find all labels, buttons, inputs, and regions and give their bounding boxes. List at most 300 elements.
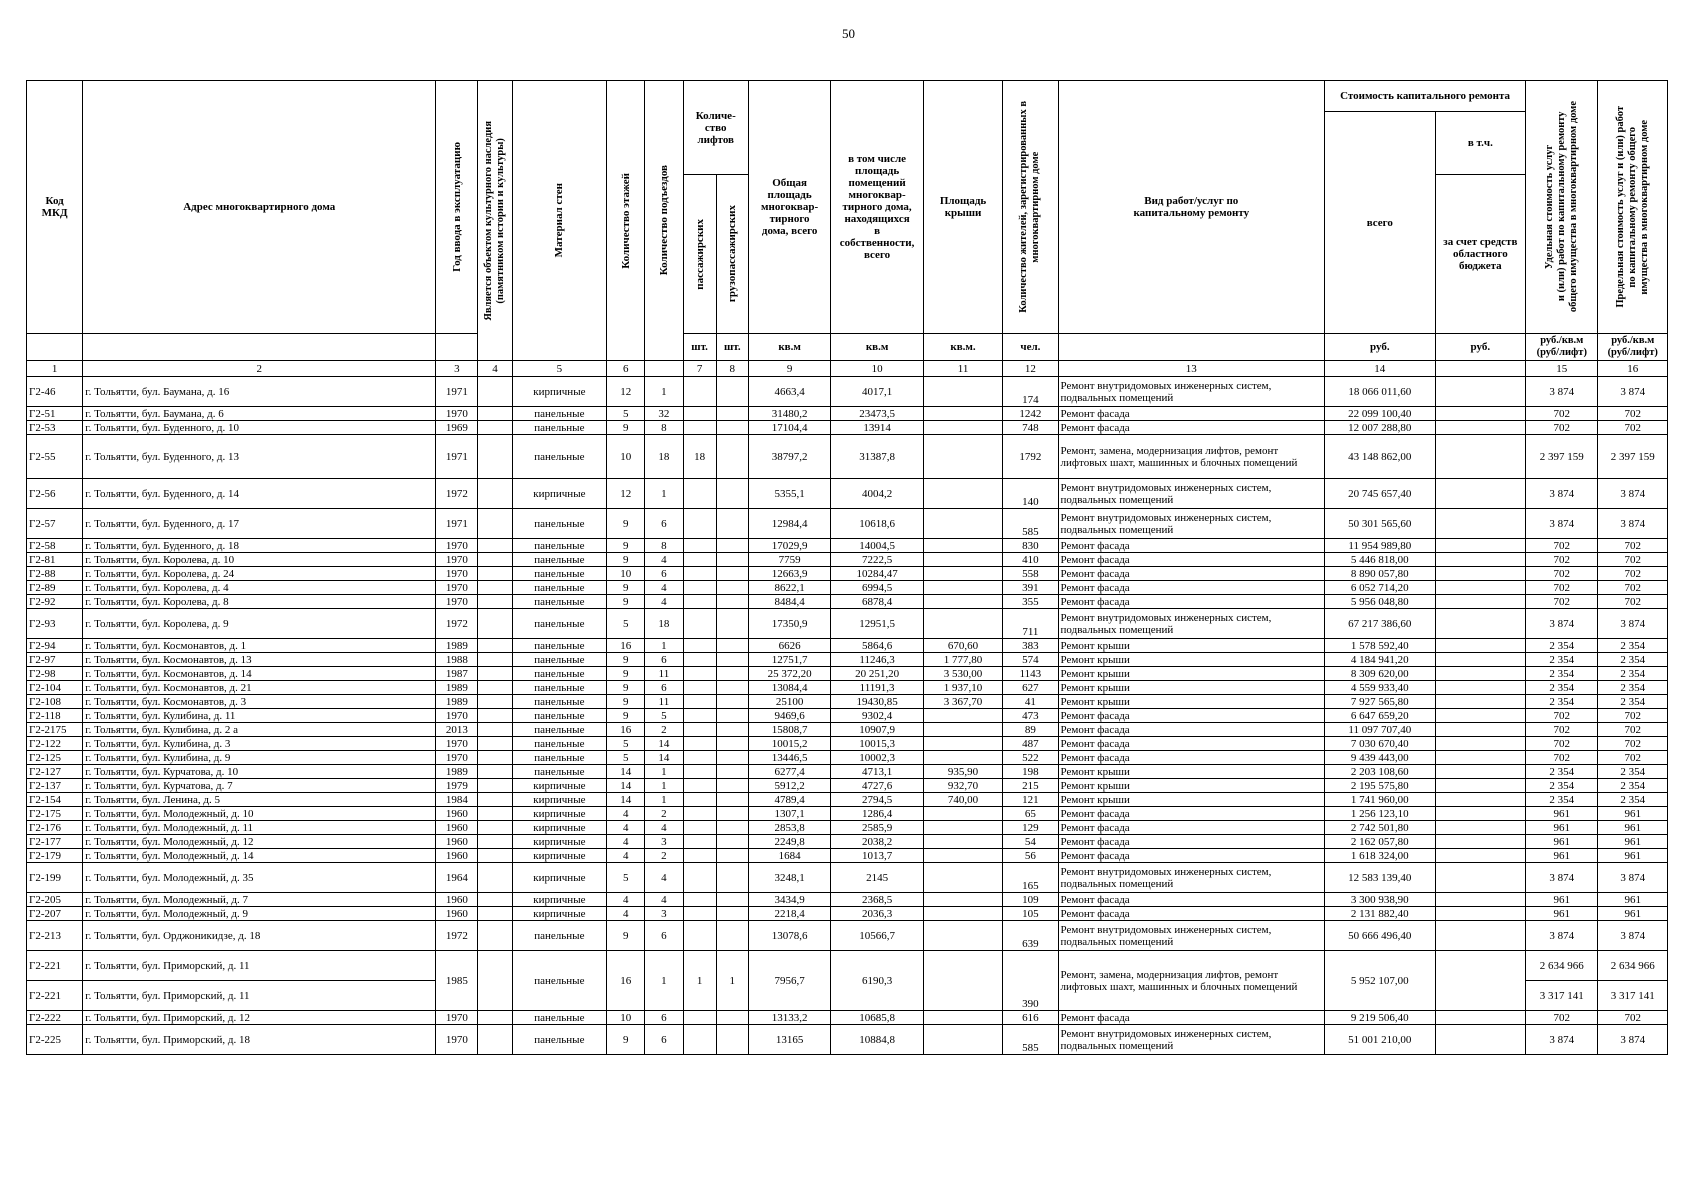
cell-area-total: 3248,1 bbox=[748, 863, 830, 893]
cell-lifts-cargo bbox=[716, 893, 748, 907]
cell-area-owned: 4713,1 bbox=[831, 765, 924, 779]
cell-cost-regional bbox=[1435, 653, 1526, 667]
cell-address: г. Тольятти, бул. Орджоникидзе, д. 18 bbox=[83, 921, 436, 951]
header-work: Вид работ/услуг по капитальному ремонту bbox=[1058, 81, 1324, 334]
column-number: 14 bbox=[1325, 361, 1436, 377]
table-row bbox=[27, 807, 1668, 821]
cell-residents: 165 bbox=[1003, 863, 1058, 893]
cell-area-owned: 19430,85 bbox=[831, 695, 924, 709]
cell-year: 1960 bbox=[436, 893, 478, 907]
table-row bbox=[27, 921, 1668, 951]
cell-address: г. Тольятти, бул. Приморский, д. 12 bbox=[83, 1011, 436, 1025]
cell-code: Г2-118 bbox=[27, 709, 83, 723]
cell-lifts-cargo bbox=[716, 1011, 748, 1025]
cell-floors: 16 bbox=[607, 723, 645, 737]
cell-lifts-pass bbox=[683, 695, 716, 709]
cell-lifts-pass bbox=[683, 509, 716, 539]
cell-wall: панельные bbox=[512, 1025, 607, 1055]
cell-area-owned: 6878,4 bbox=[831, 595, 924, 609]
cell-address: г. Тольятти, бул. Космонавтов, д. 3 bbox=[83, 695, 436, 709]
cell-lifts-cargo bbox=[716, 553, 748, 567]
cell-year: 1970 bbox=[436, 595, 478, 609]
cell-area-total: 13133,2 bbox=[748, 1011, 830, 1025]
cell-cost-regional bbox=[1435, 779, 1526, 793]
cell-cost-total: 8 309 620,00 bbox=[1325, 667, 1436, 681]
cell-cost-regional bbox=[1435, 1025, 1526, 1055]
cell-area-owned: 7222,5 bbox=[831, 553, 924, 567]
cell-lifts-pass bbox=[683, 609, 716, 639]
cell-cost-regional bbox=[1435, 421, 1526, 435]
cell-unit-cost: 2 634 966 bbox=[1526, 951, 1598, 981]
cell-address: г. Тольятти, бул. Курчатова, д. 7 bbox=[83, 779, 436, 793]
cell-area-owned: 10284,47 bbox=[831, 567, 924, 581]
cell-area-total: 7956,7 bbox=[748, 951, 830, 1011]
cell-area-owned: 10618,6 bbox=[831, 509, 924, 539]
cell-area-owned: 12951,5 bbox=[831, 609, 924, 639]
cell-address: г. Тольятти, бул. Буденного, д. 17 bbox=[83, 509, 436, 539]
cell-lifts-cargo bbox=[716, 863, 748, 893]
cell-year: 1971 bbox=[436, 435, 478, 479]
cell-work: Ремонт фасада bbox=[1058, 849, 1324, 863]
cell-roof: 932,70 bbox=[923, 779, 1002, 793]
cell-year: 1970 bbox=[436, 567, 478, 581]
cell-roof bbox=[923, 907, 1002, 921]
cell-floors: 16 bbox=[607, 951, 645, 1011]
cell-lifts-cargo bbox=[716, 1025, 748, 1055]
unit-area-total: кв.м bbox=[748, 334, 830, 361]
cell-unit-cost: 3 874 bbox=[1526, 479, 1598, 509]
cell-code: Г2-108 bbox=[27, 695, 83, 709]
cell-code: Г2-89 bbox=[27, 581, 83, 595]
cell-floors: 4 bbox=[607, 821, 645, 835]
table-row bbox=[27, 695, 1668, 709]
table-row bbox=[27, 737, 1668, 751]
cell-cost-regional bbox=[1435, 807, 1526, 821]
header-residents: Количество жителей, зарегистрированных в многоквартирном доме bbox=[1003, 81, 1058, 334]
cell-cost-regional bbox=[1435, 695, 1526, 709]
cell-wall: панельные bbox=[512, 581, 607, 595]
cell-year: 1960 bbox=[436, 907, 478, 921]
cell-code: Г2-51 bbox=[27, 407, 83, 421]
cell-heritage bbox=[478, 581, 512, 595]
cell-area-owned: 14004,5 bbox=[831, 539, 924, 553]
cell-wall: кирпичные bbox=[512, 835, 607, 849]
header-wall: Материал стен bbox=[512, 81, 607, 361]
cell-roof: 3 530,00 bbox=[923, 667, 1002, 681]
cell-floors: 14 bbox=[607, 793, 645, 807]
cell-work: Ремонт внутридомовых инженерных систем, подвальных помещений bbox=[1058, 377, 1324, 407]
cell-lifts-cargo bbox=[716, 595, 748, 609]
cell-area-owned: 5864,6 bbox=[831, 639, 924, 653]
cell-address: г. Тольятти, бул. Молодежный, д. 12 bbox=[83, 835, 436, 849]
cell-year: 1989 bbox=[436, 695, 478, 709]
cell-work: Ремонт внутридомовых инженерных систем, подвальных помещений bbox=[1058, 509, 1324, 539]
cell-area-owned: 4017,1 bbox=[831, 377, 924, 407]
cell-area-owned: 10685,8 bbox=[831, 1011, 924, 1025]
header-area-owned: в том числе площадь помещений многоквар- тирного дома, находящихся в собственности, всего bbox=[831, 81, 924, 334]
cell-limit-cost: 702 bbox=[1598, 407, 1668, 421]
cell-residents: 410 bbox=[1003, 553, 1058, 567]
cell-code: Г2-56 bbox=[27, 479, 83, 509]
table-row bbox=[27, 835, 1668, 849]
cell-work: Ремонт, замена, модернизация лифтов, ремонт лифтовых шахт, машинных и блочных помещений bbox=[1058, 951, 1324, 1011]
cell-roof: 670,60 bbox=[923, 639, 1002, 653]
cell-lifts-cargo bbox=[716, 849, 748, 863]
cell-unit-cost: 2 354 bbox=[1526, 793, 1598, 807]
cell-unit-cost: 702 bbox=[1526, 737, 1598, 751]
cell-area-total: 13078,6 bbox=[748, 921, 830, 951]
cell-roof bbox=[923, 849, 1002, 863]
cell-work: Ремонт крыши bbox=[1058, 681, 1324, 695]
cell-wall: панельные bbox=[512, 921, 607, 951]
cell-lifts-pass bbox=[683, 639, 716, 653]
column-number bbox=[645, 361, 683, 377]
cell-year: 1987 bbox=[436, 667, 478, 681]
cell-heritage bbox=[478, 653, 512, 667]
column-number: 5 bbox=[512, 361, 607, 377]
cell-code: Г2-221 bbox=[27, 951, 83, 981]
unit-unit-cost: руб./кв.м (руб/лифт) bbox=[1526, 334, 1598, 361]
cell-area-total: 25 372,20 bbox=[748, 667, 830, 681]
cell-year: 1960 bbox=[436, 849, 478, 863]
cell-unit-cost: 961 bbox=[1526, 893, 1598, 907]
cell-lifts-cargo bbox=[716, 609, 748, 639]
table-row bbox=[27, 595, 1668, 609]
capital-repair-table bbox=[26, 80, 1668, 1055]
cell-year: 1970 bbox=[436, 539, 478, 553]
table-row bbox=[27, 667, 1668, 681]
table-row bbox=[27, 553, 1668, 567]
cell-area-total: 13165 bbox=[748, 1025, 830, 1055]
cell-lifts-cargo bbox=[716, 639, 748, 653]
cell-year: 1970 bbox=[436, 553, 478, 567]
cell-cost-regional bbox=[1435, 435, 1526, 479]
cell-area-total: 1307,1 bbox=[748, 807, 830, 821]
cell-heritage bbox=[478, 765, 512, 779]
cell-entrances: 3 bbox=[645, 907, 683, 921]
column-number: 7 bbox=[683, 361, 716, 377]
cell-roof bbox=[923, 737, 1002, 751]
cell-code: Г2-199 bbox=[27, 863, 83, 893]
cell-heritage bbox=[478, 793, 512, 807]
cell-address: г. Тольятти, бул. Кулибина, д. 11 bbox=[83, 709, 436, 723]
table-row bbox=[27, 509, 1668, 539]
cell-unit-cost: 702 bbox=[1526, 581, 1598, 595]
cell-code: Г2-94 bbox=[27, 639, 83, 653]
cell-limit-cost: 2 354 bbox=[1598, 765, 1668, 779]
cell-work: Ремонт внутридомовых инженерных систем, подвальных помещений bbox=[1058, 479, 1324, 509]
cell-residents: 1242 bbox=[1003, 407, 1058, 421]
cell-entrances: 5 bbox=[645, 709, 683, 723]
cell-unit-cost: 2 354 bbox=[1526, 653, 1598, 667]
cell-code: Г2-93 bbox=[27, 609, 83, 639]
cell-unit-cost: 961 bbox=[1526, 907, 1598, 921]
cell-residents: 473 bbox=[1003, 709, 1058, 723]
cell-residents: 1143 bbox=[1003, 667, 1058, 681]
cell-area-total: 12751,7 bbox=[748, 653, 830, 667]
cell-wall: кирпичные bbox=[512, 893, 607, 907]
cell-cost-total: 2 131 882,40 bbox=[1325, 907, 1436, 921]
cell-unit-cost: 702 bbox=[1526, 709, 1598, 723]
cell-roof bbox=[923, 421, 1002, 435]
cell-lifts-cargo bbox=[716, 907, 748, 921]
cell-floors: 9 bbox=[607, 581, 645, 595]
cell-wall: кирпичные bbox=[512, 377, 607, 407]
cell-floors: 4 bbox=[607, 907, 645, 921]
table-row bbox=[27, 609, 1668, 639]
cell-work: Ремонт внутридомовых инженерных систем, подвальных помещений bbox=[1058, 921, 1324, 951]
cell-year: 1970 bbox=[436, 709, 478, 723]
cell-lifts-pass bbox=[683, 921, 716, 951]
cell-heritage bbox=[478, 849, 512, 863]
cell-roof bbox=[923, 751, 1002, 765]
cell-limit-cost: 961 bbox=[1598, 849, 1668, 863]
column-number: 3 bbox=[436, 361, 478, 377]
cell-entrances: 2 bbox=[645, 807, 683, 821]
unit-pass: шт. bbox=[683, 334, 716, 361]
cell-area-total: 9469,6 bbox=[748, 709, 830, 723]
cell-cost-regional bbox=[1435, 737, 1526, 751]
cell-cost-regional bbox=[1435, 509, 1526, 539]
cell-roof bbox=[923, 723, 1002, 737]
cell-wall: панельные bbox=[512, 567, 607, 581]
cell-unit-cost: 2 354 bbox=[1526, 681, 1598, 695]
table-row bbox=[27, 1011, 1668, 1025]
cell-cost-total: 4 559 933,40 bbox=[1325, 681, 1436, 695]
cell-wall: панельные bbox=[512, 681, 607, 695]
cell-year: 1972 bbox=[436, 609, 478, 639]
cell-residents: 129 bbox=[1003, 821, 1058, 835]
cell-entrances: 6 bbox=[645, 509, 683, 539]
cell-area-total: 12984,4 bbox=[748, 509, 830, 539]
cell-entrances: 6 bbox=[645, 1025, 683, 1055]
cell-code: Г2-207 bbox=[27, 907, 83, 921]
cell-heritage bbox=[478, 737, 512, 751]
cell-address: г. Тольятти, бул. Буденного, д. 13 bbox=[83, 435, 436, 479]
cell-entrances: 4 bbox=[645, 595, 683, 609]
cell-lifts-cargo bbox=[716, 539, 748, 553]
cell-heritage bbox=[478, 863, 512, 893]
cell-lifts-cargo bbox=[716, 435, 748, 479]
cell-wall: панельные bbox=[512, 695, 607, 709]
cell-entrances: 1 bbox=[645, 377, 683, 407]
cell-lifts-cargo bbox=[716, 377, 748, 407]
cell-lifts-pass bbox=[683, 779, 716, 793]
cell-roof bbox=[923, 377, 1002, 407]
cell-year: 1989 bbox=[436, 681, 478, 695]
cell-residents: 574 bbox=[1003, 653, 1058, 667]
cell-work: Ремонт крыши bbox=[1058, 695, 1324, 709]
cell-cost-regional bbox=[1435, 595, 1526, 609]
cell-residents: 89 bbox=[1003, 723, 1058, 737]
cell-lifts-cargo bbox=[716, 807, 748, 821]
header-heritage: Является объектом культурного наследия (памятником истории и культуры) bbox=[478, 81, 512, 361]
cell-work: Ремонт фасада bbox=[1058, 539, 1324, 553]
cell-code: Г2-58 bbox=[27, 539, 83, 553]
cell-limit-cost: 3 874 bbox=[1598, 509, 1668, 539]
unit-cost-total: руб. bbox=[1325, 334, 1436, 361]
cell-cost-total: 50 301 565,60 bbox=[1325, 509, 1436, 539]
cell-lifts-pass bbox=[683, 1011, 716, 1025]
cell-entrances: 4 bbox=[645, 553, 683, 567]
cell-code: Г2-154 bbox=[27, 793, 83, 807]
cell-entrances: 8 bbox=[645, 539, 683, 553]
cell-cost-total: 50 666 496,40 bbox=[1325, 921, 1436, 951]
table-row bbox=[27, 681, 1668, 695]
table-header bbox=[27, 81, 1668, 377]
cell-limit-cost: 3 317 141 bbox=[1598, 981, 1668, 1011]
cell-limit-cost: 702 bbox=[1598, 553, 1668, 567]
cell-lifts-pass: 1 bbox=[683, 951, 716, 1011]
cell-work: Ремонт крыши bbox=[1058, 653, 1324, 667]
cell-year: 1960 bbox=[436, 807, 478, 821]
cell-unit-cost: 702 bbox=[1526, 407, 1598, 421]
cell-entrances: 3 bbox=[645, 835, 683, 849]
cell-cost-total: 5 446 818,00 bbox=[1325, 553, 1436, 567]
table-row bbox=[27, 793, 1668, 807]
cell-cost-regional bbox=[1435, 821, 1526, 835]
cell-lifts-cargo bbox=[716, 667, 748, 681]
cell-wall: панельные bbox=[512, 595, 607, 609]
cell-entrances: 6 bbox=[645, 1011, 683, 1025]
cell-cost-regional bbox=[1435, 581, 1526, 595]
cell-residents: 215 bbox=[1003, 779, 1058, 793]
cell-cost-total: 3 300 938,90 bbox=[1325, 893, 1436, 907]
header-roof: Площадь крыши bbox=[923, 81, 1002, 334]
cell-area-owned: 2036,3 bbox=[831, 907, 924, 921]
cell-cost-total: 12 583 139,40 bbox=[1325, 863, 1436, 893]
cell-limit-cost: 961 bbox=[1598, 835, 1668, 849]
cell-code: Г2-92 bbox=[27, 595, 83, 609]
cell-lifts-pass bbox=[683, 737, 716, 751]
cell-floors: 9 bbox=[607, 595, 645, 609]
table-row bbox=[27, 821, 1668, 835]
cell-heritage bbox=[478, 1011, 512, 1025]
cell-heritage bbox=[478, 807, 512, 821]
cell-heritage bbox=[478, 609, 512, 639]
cell-roof bbox=[923, 595, 1002, 609]
cell-limit-cost: 961 bbox=[1598, 893, 1668, 907]
cell-limit-cost: 702 bbox=[1598, 421, 1668, 435]
cell-code: Г2-104 bbox=[27, 681, 83, 695]
cell-code: Г2-2175 bbox=[27, 723, 83, 737]
header-code: Код МКД bbox=[27, 81, 83, 334]
cell-unit-cost: 3 874 bbox=[1526, 921, 1598, 951]
cell-residents: 105 bbox=[1003, 907, 1058, 921]
cell-entrances: 1 bbox=[645, 951, 683, 1011]
cell-year: 1971 bbox=[436, 509, 478, 539]
cell-area-total: 5355,1 bbox=[748, 479, 830, 509]
table-row bbox=[27, 407, 1668, 421]
cell-heritage bbox=[478, 421, 512, 435]
cell-heritage bbox=[478, 723, 512, 737]
cell-entrances: 32 bbox=[645, 407, 683, 421]
cell-area-total: 8484,4 bbox=[748, 595, 830, 609]
cell-floors: 4 bbox=[607, 849, 645, 863]
cell-cost-regional bbox=[1435, 553, 1526, 567]
cell-cost-total: 22 099 100,40 bbox=[1325, 407, 1436, 421]
cell-lifts-cargo bbox=[716, 567, 748, 581]
cell-heritage bbox=[478, 751, 512, 765]
cell-cost-total: 8 890 057,80 bbox=[1325, 567, 1436, 581]
cell-area-owned: 4004,2 bbox=[831, 479, 924, 509]
cell-residents: 830 bbox=[1003, 539, 1058, 553]
cell-roof bbox=[923, 835, 1002, 849]
cell-area-total: 1684 bbox=[748, 849, 830, 863]
cell-heritage bbox=[478, 835, 512, 849]
cell-cost-regional bbox=[1435, 765, 1526, 779]
cell-limit-cost: 702 bbox=[1598, 737, 1668, 751]
cell-floors: 14 bbox=[607, 765, 645, 779]
cell-wall: панельные bbox=[512, 737, 607, 751]
header-lifts-cargo: грузопассажирских bbox=[716, 175, 748, 334]
cell-cost-total: 5 956 048,80 bbox=[1325, 595, 1436, 609]
cell-work: Ремонт фасада bbox=[1058, 737, 1324, 751]
cell-year: 1960 bbox=[436, 835, 478, 849]
cell-address: г. Тольятти, бул. Кулибина, д. 3 bbox=[83, 737, 436, 751]
cell-unit-cost: 2 354 bbox=[1526, 779, 1598, 793]
table-row bbox=[27, 765, 1668, 779]
cell-area-total: 3434,9 bbox=[748, 893, 830, 907]
cell-cost-total: 2 742 501,80 bbox=[1325, 821, 1436, 835]
cell-code: Г2-122 bbox=[27, 737, 83, 751]
cell-lifts-pass bbox=[683, 723, 716, 737]
cell-entrances: 11 bbox=[645, 667, 683, 681]
column-number: 10 bbox=[831, 361, 924, 377]
cell-code: Г2-205 bbox=[27, 893, 83, 907]
cell-heritage bbox=[478, 1025, 512, 1055]
cell-work: Ремонт крыши bbox=[1058, 667, 1324, 681]
cell-address: г. Тольятти, бул. Кулибина, д. 2 а bbox=[83, 723, 436, 737]
cell-limit-cost: 3 874 bbox=[1598, 921, 1668, 951]
cell-address: г. Тольятти, бул. Космонавтов, д. 13 bbox=[83, 653, 436, 667]
cell-entrances: 1 bbox=[645, 639, 683, 653]
cell-year: 1985 bbox=[436, 951, 478, 1011]
cell-unit-cost: 2 397 159 bbox=[1526, 435, 1598, 479]
cell-year: 1970 bbox=[436, 1011, 478, 1025]
cell-lifts-cargo: 1 bbox=[716, 951, 748, 1011]
table-row bbox=[27, 479, 1668, 509]
table-row bbox=[27, 639, 1668, 653]
cell-address: г. Тольятти, бул. Молодежный, д. 9 bbox=[83, 907, 436, 921]
cell-area-owned: 1286,4 bbox=[831, 807, 924, 821]
cell-residents: 639 bbox=[1003, 921, 1058, 951]
cell-year: 1972 bbox=[436, 921, 478, 951]
cell-heritage bbox=[478, 921, 512, 951]
cell-limit-cost: 961 bbox=[1598, 907, 1668, 921]
cell-lifts-cargo bbox=[716, 737, 748, 751]
cell-area-total: 8622,1 bbox=[748, 581, 830, 595]
cell-lifts-cargo bbox=[716, 921, 748, 951]
cell-area-owned: 20 251,20 bbox=[831, 667, 924, 681]
cell-area-owned: 2145 bbox=[831, 863, 924, 893]
cell-area-total: 10015,2 bbox=[748, 737, 830, 751]
cell-year: 1970 bbox=[436, 581, 478, 595]
cell-entrances: 1 bbox=[645, 793, 683, 807]
cell-cost-regional bbox=[1435, 849, 1526, 863]
cell-roof bbox=[923, 821, 1002, 835]
cell-work: Ремонт фасада bbox=[1058, 821, 1324, 835]
table-row bbox=[27, 951, 1668, 981]
cell-year: 1984 bbox=[436, 793, 478, 807]
cell-entrances: 1 bbox=[645, 765, 683, 779]
header-limit-cost: Предельная стоимость услуг и (или) работ по капитальному ремонту общего имущества в многоквартирном доме bbox=[1598, 81, 1668, 334]
cell-entrances: 4 bbox=[645, 821, 683, 835]
cell-cost-regional bbox=[1435, 709, 1526, 723]
cell-cost-total: 4 184 941,20 bbox=[1325, 653, 1436, 667]
cell-cost-total: 9 219 506,40 bbox=[1325, 1011, 1436, 1025]
cell-floors: 4 bbox=[607, 807, 645, 821]
